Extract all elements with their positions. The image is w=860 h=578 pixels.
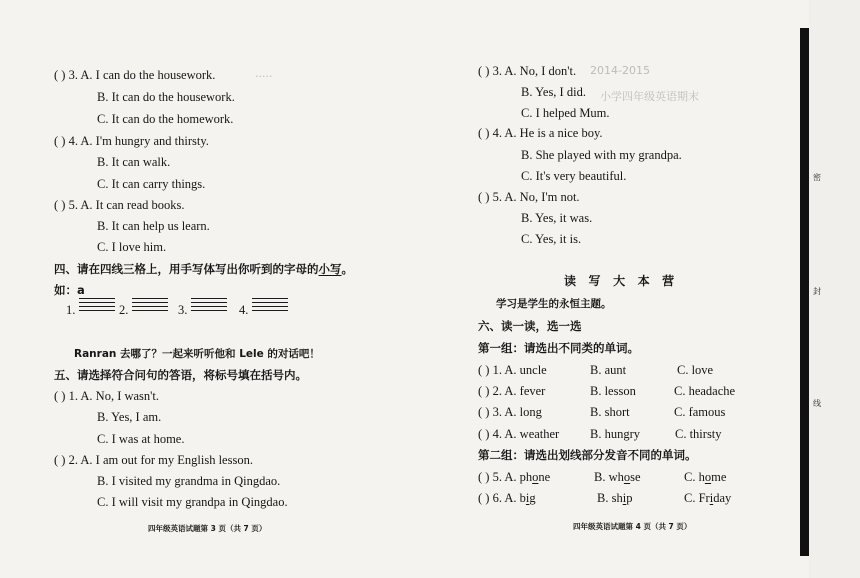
question-4-c: C. It's very beautiful.	[521, 169, 627, 183]
section-4-title-text: 四、请在四线三格上，用手写体写出你听到的字母的	[54, 262, 319, 276]
g1-question-1-b: B. aunt	[590, 363, 627, 377]
g1-question-1-c: C. love	[677, 363, 714, 377]
s5-question-2-b: B. I visited my grandma in Qingdao.	[97, 474, 281, 488]
s5-question-2-a: ( ) 2. A. I am out for my English lesson.	[54, 453, 253, 467]
g1-question-2-b: B. lesson	[590, 384, 636, 398]
page-footer-left: 四年级英语试题第 3 页（共 7 页）	[148, 524, 267, 533]
g2-q5-a-underlined: o	[532, 470, 539, 484]
blank-label-4: 4.	[239, 303, 249, 317]
seal-line-char-1: 密	[813, 173, 821, 182]
question-4-b: B. It can walk.	[97, 155, 171, 169]
four-line-grid-2[interactable]	[132, 298, 168, 314]
question-3-c: C. It can do the homework.	[97, 112, 234, 126]
s5-question-1-c: C. I was at home.	[97, 432, 185, 446]
g2-question-5-b	[594, 469, 641, 485]
g2-q6-b-pre: B. sh	[597, 491, 623, 505]
g2-question-5-c	[684, 469, 726, 485]
blank-label-2: 2.	[119, 303, 129, 317]
binding-spine	[800, 28, 809, 556]
section-4-title-underlined: 小写	[318, 262, 342, 276]
g2-q6-a-pre: b	[519, 491, 526, 505]
g1-question-3-a: ( ) 3. A. long	[478, 405, 542, 419]
g2-q5-a-pre: ph	[519, 470, 533, 484]
g2-q6-prefix: ( ) 6. A.	[478, 491, 520, 505]
question-3-a: ( ) 3. A. I can do the housework.	[54, 68, 216, 82]
g2-q6-a-underlined: i	[525, 491, 530, 505]
question-3-a: ( ) 3. A. No, I don't.	[478, 64, 577, 78]
question-5-c: C. I love him.	[97, 240, 167, 254]
question-3-b: B. Yes, I did.	[521, 85, 586, 99]
g2-q5-c-post: me	[711, 470, 727, 484]
section-heading: 读 写 大 本 营	[564, 274, 675, 288]
section-4-title	[54, 261, 353, 277]
g2-question-6-a	[478, 490, 536, 506]
g2-q6-c-underlined: i	[709, 491, 714, 505]
g2-q6-c-pre: C. Fr	[684, 491, 710, 505]
four-line-grid-3[interactable]	[191, 298, 227, 314]
question-3-b: B. It can do the housework.	[97, 90, 235, 104]
blank-label-1: 1.	[66, 303, 76, 317]
example-label: 如：a	[54, 283, 85, 297]
page-footer-right: 四年级英语试题第 4 页（共 7 页）	[573, 522, 692, 531]
section-5-title: 五、请选择符合问句的答语，将标号填在括号内。	[54, 368, 307, 382]
question-4-b: B. She played with my grandpa.	[521, 148, 682, 162]
g2-q5-c-underlined: o	[704, 470, 712, 484]
blank-label-3: 3.	[178, 303, 188, 317]
g2-question-6-b	[597, 490, 632, 506]
seal-line-char-2: 封	[813, 287, 821, 296]
g2-question-6-c	[684, 490, 731, 506]
question-5-b: B. It can help us learn.	[97, 219, 210, 233]
question-5-c: C. Yes, it is.	[521, 232, 582, 246]
s5-question-1-a: ( ) 1. A. No, I wasn't.	[54, 389, 160, 403]
question-5-a: ( ) 5. A. No, I'm not.	[478, 190, 580, 204]
g2-q6-c-post: day	[713, 491, 732, 505]
g1-question-4-b: B. hungry	[590, 427, 640, 441]
question-4-c: C. It can carry things.	[97, 177, 206, 191]
g1-question-3-c: C. famous	[674, 405, 726, 419]
g2-q5-b-underlined: o	[623, 470, 631, 484]
s5-question-1-b: B. Yes, I am.	[97, 410, 162, 424]
g1-question-4-c: C. thirsty	[675, 427, 722, 441]
right-page	[430, 0, 802, 578]
g1-question-3-b: B. short	[590, 405, 630, 419]
motto: 学习是学生的永恒主题。	[496, 298, 612, 310]
g2-q6-b-underlined: i	[622, 491, 627, 505]
question-5-a: ( ) 5. A. It can read books.	[54, 198, 185, 212]
g2-q6-b-post: p	[626, 491, 633, 505]
question-5-b: B. Yes, it was.	[521, 211, 593, 225]
question-4-a: ( ) 4. A. He is a nice boy.	[478, 126, 603, 140]
g2-q5-b-post: se	[630, 470, 641, 484]
g2-q5-prefix: ( ) 5. A.	[478, 470, 520, 484]
g2-q5-c-pre: C. h	[684, 470, 705, 484]
four-line-grid-4[interactable]	[252, 298, 288, 314]
g2-q5-a-post: ne	[538, 470, 551, 484]
g1-question-1-a: ( ) 1. A. uncle	[478, 363, 547, 377]
section-6-title: 六、读一读，选一选	[478, 319, 582, 333]
seal-line-char-3: 线	[813, 399, 821, 408]
g1-question-2-a: ( ) 2. A. fever	[478, 384, 546, 398]
question-4-a: ( ) 4. A. I'm hungry and thirsty.	[54, 134, 209, 148]
dialogue-intro: Ranran 去哪了？一起来听听他和 Lele 的对话吧！	[74, 348, 320, 360]
g1-question-2-c: C. headache	[674, 384, 736, 398]
four-line-grid-1[interactable]	[79, 298, 115, 314]
question-3-c: C. I helped Mum.	[521, 106, 610, 120]
group-1-title: 第一组：请选出不同类的单词。	[478, 341, 639, 355]
group-2-title: 第二组：请选出划线部分发音不同的单词。	[478, 448, 697, 462]
section-4-title-end: 。	[341, 262, 353, 276]
g2-q6-a-post: g	[529, 491, 536, 505]
g2-question-5-a	[478, 469, 550, 485]
g1-question-4-a: ( ) 4. A. weather	[478, 427, 560, 441]
s5-question-2-c: C. I will visit my grandpa in Qingdao.	[97, 495, 288, 509]
g2-q5-b-pre: B. wh	[594, 470, 624, 484]
